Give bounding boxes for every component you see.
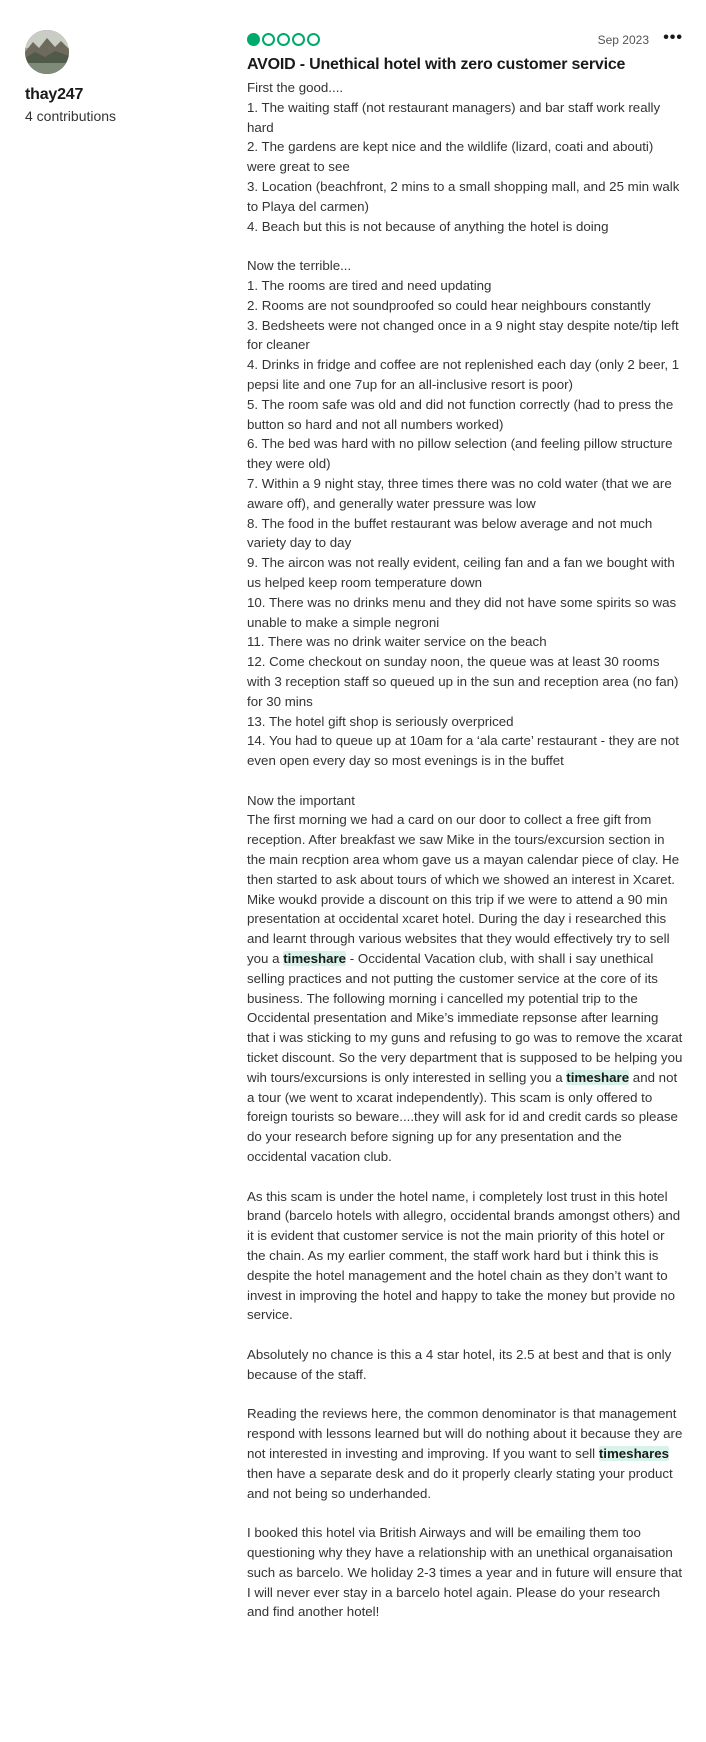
- review-line: Now the terrible...: [247, 258, 352, 274]
- review-line: 8. The food in the buffet restaurant was below average and not much variety day to day: [247, 515, 653, 551]
- review-line: 12. Come checkout on sunday noon, the queue was at least 30 rooms with 3 reception staff so queued up in the sun and reception area (no fan) for 30 mins: [247, 654, 679, 709]
- more-options-ellipsis-icon[interactable]: •••: [663, 29, 683, 46]
- review-line: 2. The gardens are kept nice and the wildlife (lizard, coati and abouti) were great to see: [247, 139, 654, 175]
- rating-bubbles: [247, 33, 320, 46]
- rating-bubble-empty: [307, 33, 320, 46]
- rating-bubble-empty: [277, 33, 290, 46]
- review-line: 4. Beach but this is not because of anything the hotel is doing: [247, 218, 609, 234]
- review-line: 10. There was no drinks menu and they did not have some spirits so was unable to make a simple negroni: [247, 594, 677, 630]
- review-line: 6. The bed was hard with no pillow selection (and feeling pillow structure they were old): [247, 436, 673, 472]
- reviewer-profile: [25, 30, 225, 124]
- avatar[interactable]: [25, 30, 69, 74]
- review-card: [247, 30, 683, 1622]
- review-line: 1. The rooms are tired and need updating: [247, 277, 492, 293]
- review-header: [247, 30, 683, 52]
- review-line: 7. Within a 9 night stay, three times there was no cold water (that we are aware off), and generally water pressure was low: [247, 475, 672, 511]
- review-line: 2. Rooms are not soundproofed so could hear neighbours constantly: [247, 297, 651, 313]
- rating-bubble-empty: [292, 33, 305, 46]
- review-line: 11. There was no drink waiter service on the beach: [247, 634, 547, 650]
- paragraph-spacer: [247, 1503, 683, 1523]
- review-line: 1. The waiting staff (not restaurant managers) and bar staff work really hard: [247, 99, 661, 135]
- paragraph-spacer: [247, 771, 683, 791]
- review-line: 3. Bedsheets were not changed once in a 9 night stay despite note/tip left for cleaner: [247, 317, 679, 353]
- reviewer-name[interactable]: thay247: [25, 86, 84, 103]
- review-date: Sep 2023: [597, 33, 649, 47]
- review-line: 9. The aircon was not really evident, ceiling fan and a fan we bought with us helped keep room temperature down: [247, 555, 675, 590]
- paragraph-spacer: [247, 1325, 683, 1345]
- review-line: 4. Drinks in fridge and coffee are not replenished each day (only 2 beer, 1 pepsi lite and one 7up for an all-inclusive resort is poor): [247, 357, 680, 392]
- review-line: Reading the reviews here, the common denominator is that management respond with lessons learned but will do nothing about it because they are not interested in investing and improving. If you want to sell timeshares then have a separate desk and do it properly clearly stating your product and not being so underhanded.: [247, 1406, 683, 1501]
- paragraph-spacer: [247, 236, 683, 256]
- review-body: [247, 78, 683, 1622]
- review-line: 3. Location (beachfront, 2 mins to a small shopping mall, and 25 min walk to Playa del carmen): [247, 178, 680, 214]
- highlighted-keyword: timeshares: [598, 1445, 670, 1461]
- review-line: I booked this hotel via British Airways and will be emailing them too questioning why they have a relationship with an unethical organaisation such as barcelo. We holiday 2-3 times a year and in future will ensure that I will never ever stay in a barcelo hotel again. Please do your research and find another hotel!: [247, 1525, 683, 1620]
- review-line: First the good....: [247, 80, 344, 95]
- rating-bubble-empty: [262, 33, 275, 46]
- review-title: AVOID - Unethical hotel with zero customer service: [247, 56, 626, 73]
- paragraph-spacer: [247, 1385, 683, 1405]
- reviewer-contributions: 4 contributions: [25, 108, 117, 124]
- review-line: The first morning we had a card on our door to collect a free gift from reception. After breakfast we saw Mike in the tours/excursion section in the main recption area whom gave us a mayan calendar piece of clay. He then started to ask about tours of which we showed an interest in Xcaret. Mike woukd provide a discount on this trip if we were to attend a 90 min presentation at occidental xcaret hotel. During the day i researched this and learnt through various websites that they would effectively try to sell you a timeshare - Occidental Vacation club, with shall i say unethical selling practices and not putting the customer service at the core of its business. The following morning i cancelled my potential trip to the Occidental presentation and Mike’s immediate repsonse after learning that i was sticking to my guns and refusing to go was to remove the xcarat ticket discount. So the very department that is supposed to be helping you wih tours/excursions is only interested in selling you a timeshare and not a tour (we went to xcarat independently). This scam is only offered to foreign tourists so beware....they will ask for id and credit cards so please do your research before signing up for any presentation and the occidental vacation club.: [247, 812, 683, 1165]
- highlighted-keyword: timeshare: [283, 951, 347, 967]
- review-line: Absolutely no chance is this a 4 star hotel, its 2.5 at best and that is only because of the staff.: [247, 1347, 672, 1382]
- review-line: 14. You had to queue up at 10am for a ‘ala carte’ restaurant - they are not even open every day so most evenings is in the buffet: [247, 733, 679, 769]
- avatar-landscape-photo: [25, 30, 69, 74]
- review-line: Now the important: [247, 792, 355, 808]
- rating-bubble-filled: [247, 33, 260, 46]
- review-line: 13. The hotel gift shop is seriously overpriced: [247, 713, 514, 729]
- review-line: As this scam is under the hotel name, i completely lost trust in this hotel brand (barcelo hotels with allegro, occidental brands amongst others) and it is evident that customer service is not the main priority of this hotel or the chain. As my earlier comment, the staff work hard but i think this is despite the hotel management and the hotel chain as they don’t want to invest in improving the hotel and happy to take the money but provide no service.: [247, 1188, 681, 1323]
- review-line: 5. The room safe was old and did not function correctly (had to press the button so hard and not all numbers worked): [247, 396, 674, 432]
- highlighted-keyword: timeshare: [566, 1069, 630, 1085]
- paragraph-spacer: [247, 1167, 683, 1187]
